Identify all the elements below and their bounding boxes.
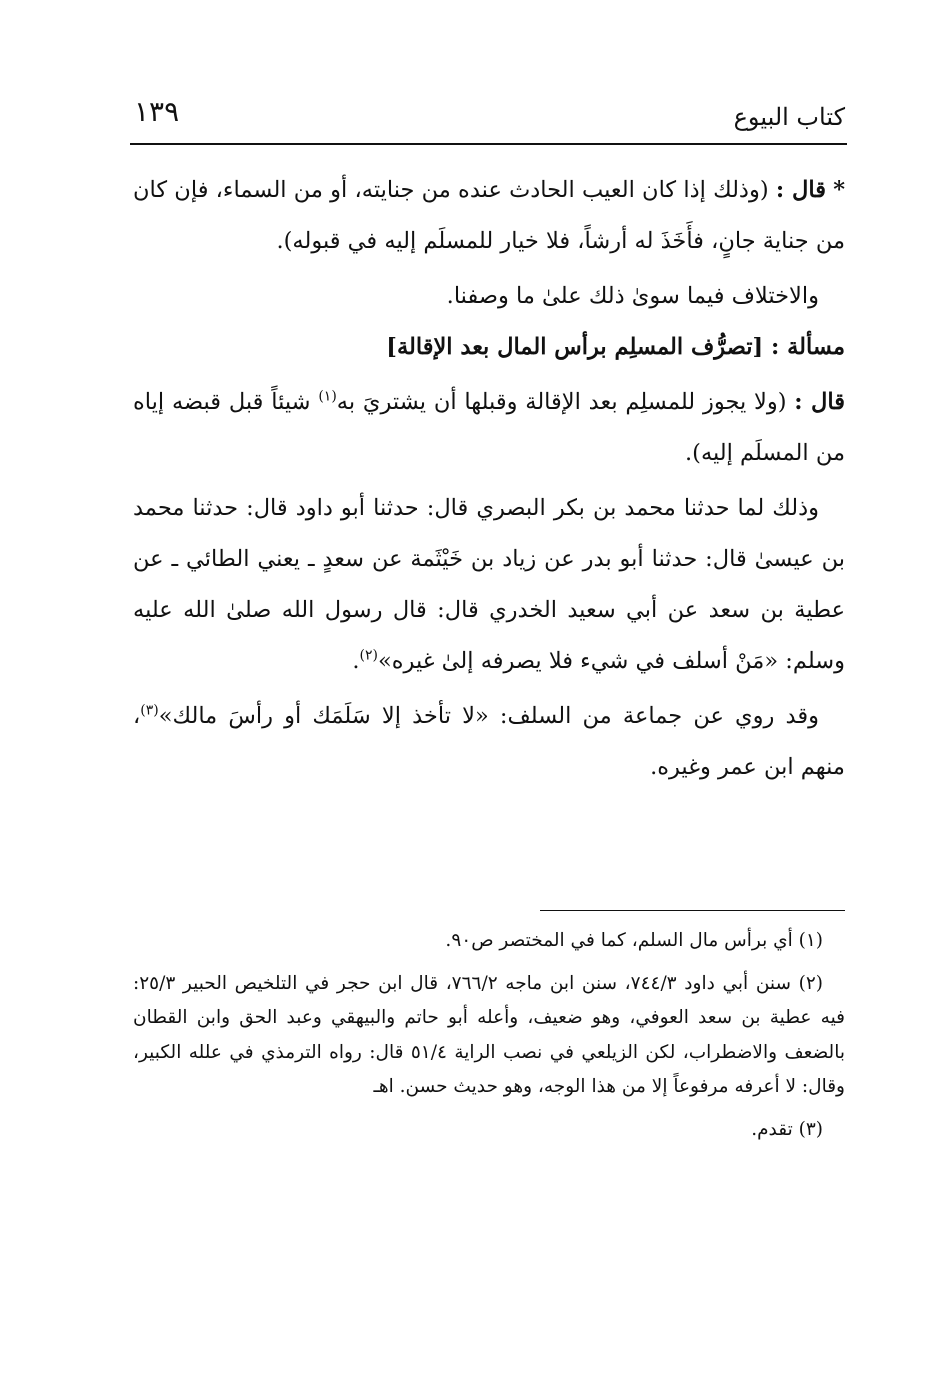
paragraph-1-text: (وذلك إذا كان العيب الحادث عنده من جنايته، أو من السماء، فإن كان من جناية جانٍ، فأَخَذَ له أرشاً، فلا خيار للمسلَم إليه في قبوله).: [133, 177, 845, 254]
page-header: [130, 92, 845, 142]
paragraph-1: [133, 165, 845, 267]
qala-lead: قال :: [794, 389, 846, 415]
paragraph-4-text: وذلك لما حدثنا محمد بن بكر البصري قال: حدثنا أبو داود قال: حدثنا محمد بن عيسىٰ قال: حدثنا أبو بدر عن زياد بن خَيْثَمة عن سعدٍ ـ يعني الطائي ـ عن عطية بن سعد عن أبي سعيد الخدري قال: قال رسول الله صلىٰ الله عليه وسلم: «مَنْ أسلف في شيء فلا يصرفه إلىٰ غيره»: [133, 495, 845, 674]
qala-lead: قال :: [775, 177, 826, 203]
footnote-divider: [540, 910, 845, 911]
footnote-ref-2: (٢): [359, 647, 378, 664]
paragraph-5-text: وقد روي عن جماعة من السلف: «لا تأخذ إلا سَلَمَك أو رأسَ مالك»: [158, 703, 819, 729]
paragraph-4-end: .: [352, 648, 360, 674]
header-divider: [130, 143, 847, 145]
footnote-ref-3: (٣): [140, 702, 159, 719]
paragraph-5-end: ، منهم ابن عمر وغيره.: [133, 703, 845, 780]
running-title: كتاب البيوع: [733, 103, 845, 131]
paragraph-3-text-b: شيئاً قبل قبضه إياه من المسلَم إليه).: [133, 389, 845, 466]
paragraph-2: والاختلاف فيما سوىٰ ذلك علىٰ ما وصفنا.: [446, 283, 819, 309]
paragraph-4: [133, 483, 845, 687]
paragraph-3: [133, 377, 845, 479]
page-number: ١٣٩: [134, 95, 180, 128]
paragraph-5: [133, 691, 845, 793]
main-text: [133, 165, 845, 793]
footnote-1: (١) أي برأس مال السلم، كما في المختصر ص٩٠.: [445, 930, 823, 951]
star-marker: *: [833, 177, 846, 203]
footnote-3: (٣) تقدم.: [751, 1118, 823, 1140]
section-heading: مسألة : [تصرُّف المسلِم برأس المال بعد الإقالة]: [386, 334, 845, 360]
footnote-2: (٢) سنن أبي داود ٧٤٤/٣، سنن ابن ماجه ٧٦٦/٢، قال ابن حجر في التلخيص الحبير ٢٥/٣: فيه عطية بن سعد العوفي، وهو ضعيف، وأعله أبو حاتم والبيهقي وعبد الحق وابن القطان بالضعف والاضطراب، لكن الزيلعي في نصب الراية ٥١/٤ قال: رواه الترمذي في علله الكبير، وقال: لا أعرفه مرفوعاً إلا من هذا الوجه، وهو حديث حسن. اهـ: [133, 972, 845, 1097]
footnotes: [133, 924, 845, 1155]
paragraph-3-text-a: (ولا يجوز للمسلِم بعد الإقالة وقبلها أن يشتريَ به: [336, 389, 787, 415]
footnote-ref-1: (١): [318, 388, 337, 405]
